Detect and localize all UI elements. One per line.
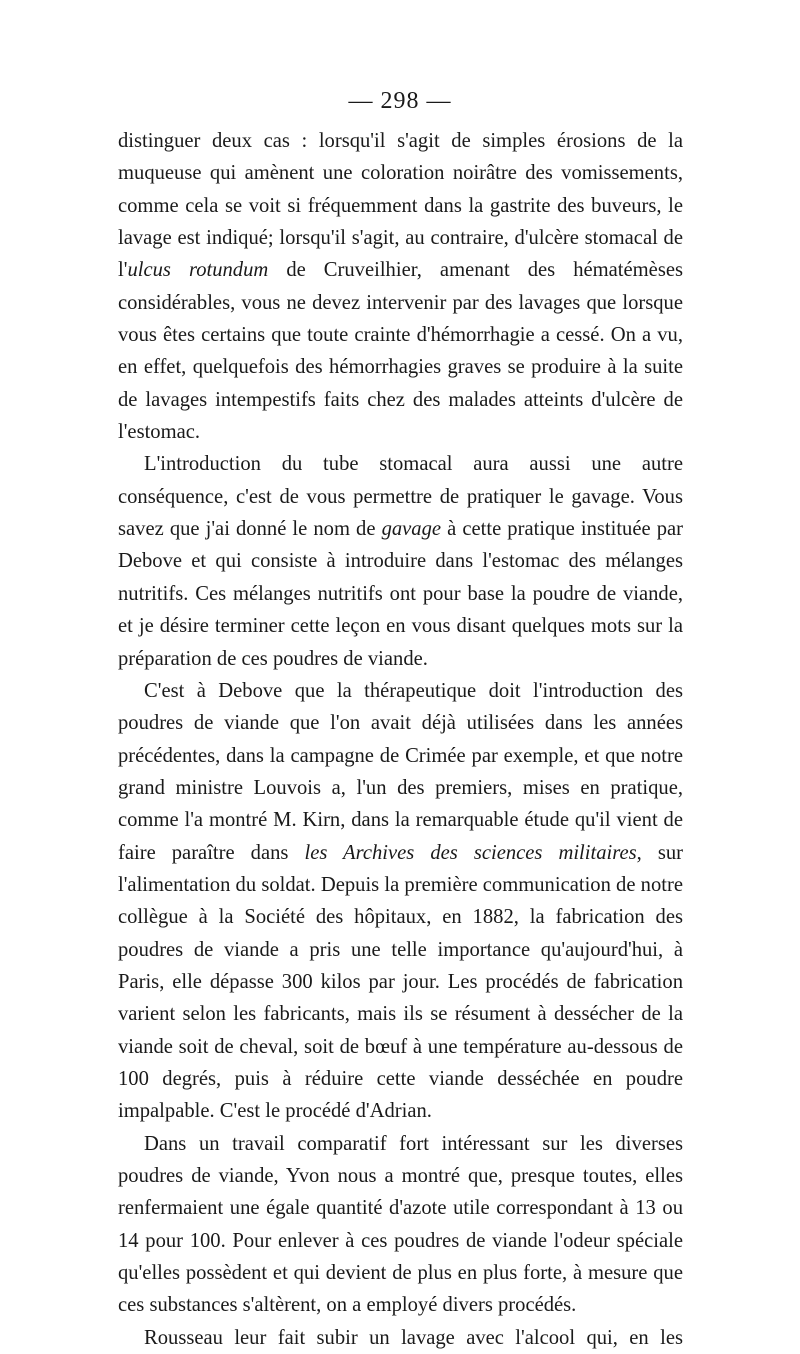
body-text bbox=[118, 125, 683, 1354]
italic-term: gavage bbox=[381, 518, 442, 541]
italic-term: ulcus rotundum bbox=[127, 259, 269, 282]
paragraph-5 bbox=[118, 1322, 683, 1354]
text-segment: L'introduction du tube stomacal aura aussi une autre conséquence, c'est de vous permettre de pratiquer le gavage. Vous savez que j'ai donné le nom de bbox=[118, 453, 683, 541]
paragraph-3 bbox=[118, 675, 683, 1128]
text-segment: C'est à Debove que la thérapeutique doit l'introduction des poudres de viande que l'on avait déjà utilisées dans les années précédentes, dans la campagne de Crimée par exemple, et que notre grand ministre Louvois a, l'un des premiers, mises en pratique, comme l'a montré M. Kirn, dans la remarquable étude qu'il vient de faire paraître dans bbox=[118, 679, 683, 864]
paragraph-1 bbox=[118, 125, 683, 448]
page-number: — 298 — bbox=[348, 88, 452, 114]
text-segment: distinguer deux cas : lorsqu'il s'agit de simples érosions de la muqueuse qui amènent une coloration noirâtre des vomissements, comme cela se voit si fréquemment dans la gastrite des buveurs, le lavage est indiqué; lorsqu'il s'agit, au contraire, d'ulcère stomacal de l' bbox=[118, 130, 683, 282]
text-segment: Dans un travail comparatif fort intéressant sur les diverses poudres de viande, Yvon nous a montré que, presque toutes, elles renfermaient une égale quantité d'azote utile correspondant à 13 ou 14 pour 100. Pour enlever à ces poudres de viande l'odeur spéciale qu'elles possèdent et qui devient de plus en plus forte, à mesure que ces substances s'altèrent, on a employé divers procédés. bbox=[118, 1132, 683, 1317]
text-segment: à cette pratique instituée par Debove et qui consiste à introduire dans l'estomac des mélanges nutritifs. Ces mélanges nutritifs ont pour base la poudre de viande, et je désire terminer cette leçon en vous disant quelques mots sur la préparation de ces poudres de viande. bbox=[118, 518, 683, 670]
paragraph-2 bbox=[118, 448, 683, 674]
text-segment: Rousseau leur fait subir un lavage avec l'alcool qui, en les bbox=[144, 1326, 683, 1349]
text-segment: , sur l'alimentation du soldat. Depuis la première communication de notre collègue à la Société des hôpitaux, en 1882, la fabrication des poudres de viande a pris une telle importance qu'aujourd'hui, à Paris, elle dépasse 300 kilos par jour. Les procédés de fabrication varient selon les fabricants, mais ils se résument à dessécher de la viande soit de cheval, soit de bœuf à une température au-dessous de 100 degrés, puis à réduire cette viande desséchée en poudre impalpable. C'est le procédé d'Adrian. bbox=[118, 841, 684, 1123]
italic-title: les Archives des sciences militaires bbox=[304, 841, 637, 864]
paragraph-4 bbox=[118, 1128, 683, 1322]
text-segment: de Cruveilhier, amenant des hématémèses considérables, vous ne devez intervenir par des lavages que lorsque vous êtes certains que toute crainte d'hémorrhagie a cessé. On a vu, en effet, quelquefois des hémorrhagies graves se produire à la suite de lavages intempestifs faits chez des malades atteints d'ulcère de l'estomac. bbox=[118, 259, 683, 444]
